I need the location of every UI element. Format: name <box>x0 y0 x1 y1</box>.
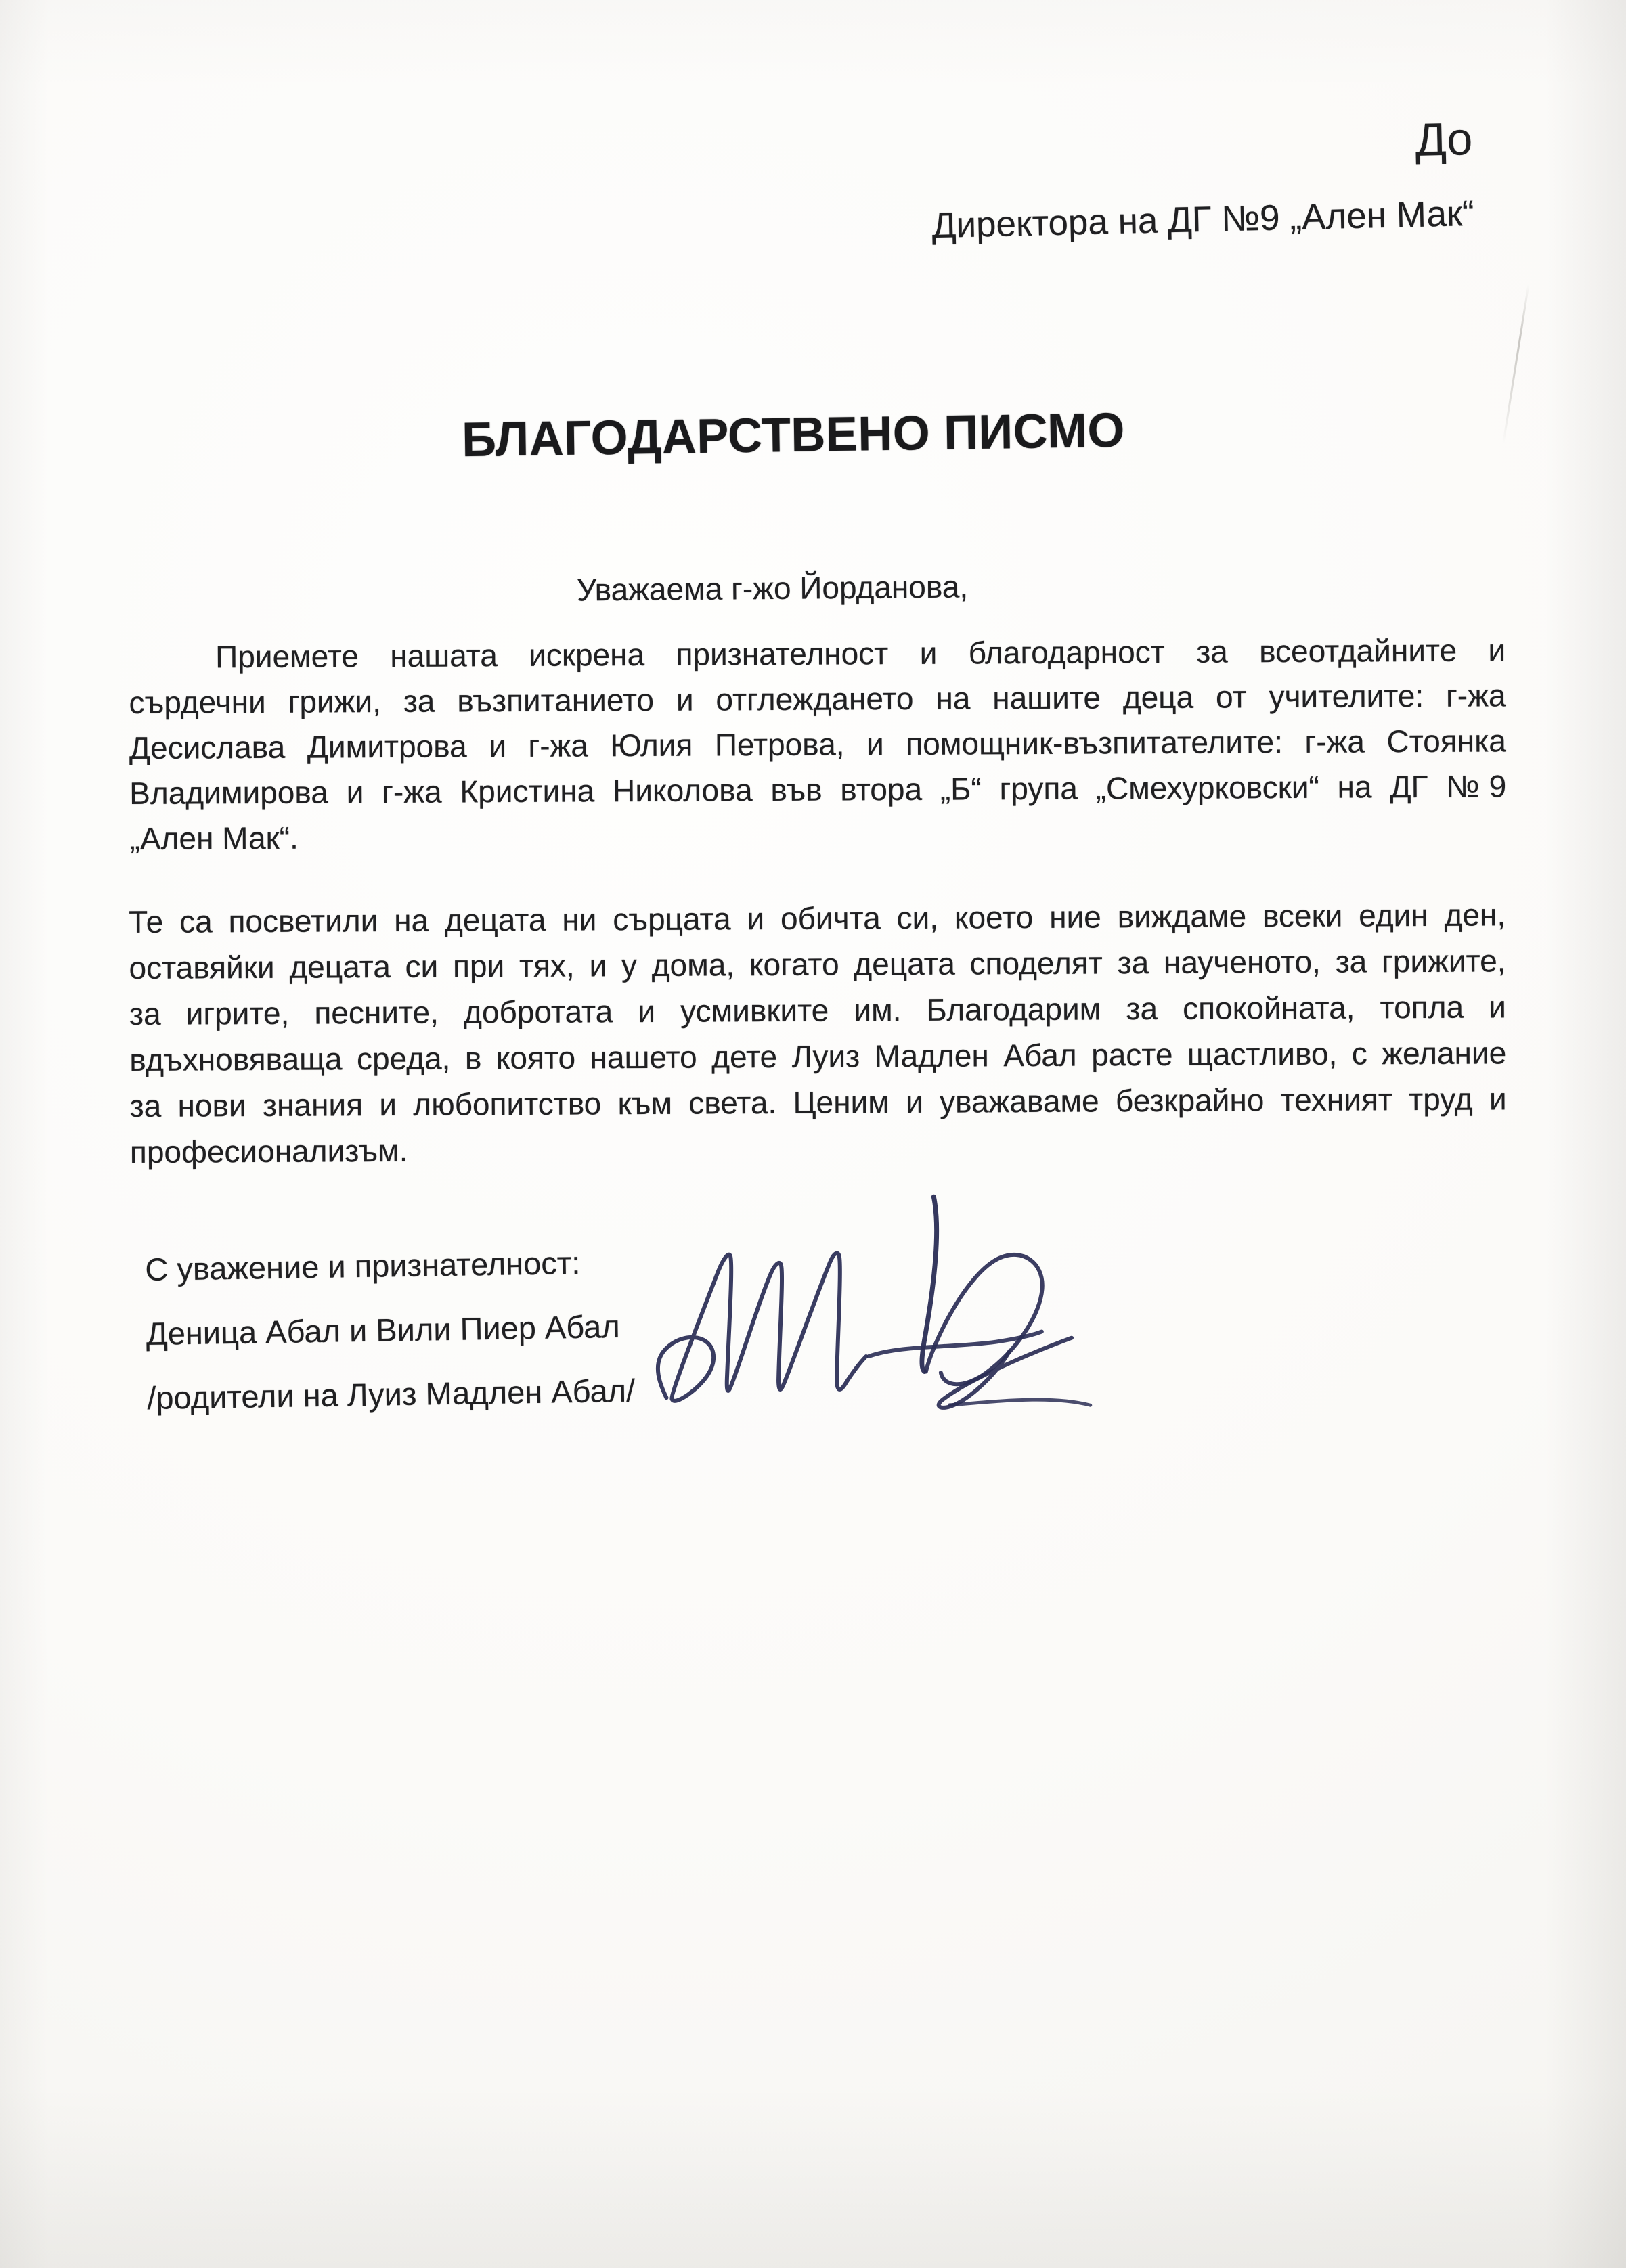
body-line: професионализъм. <box>129 1132 408 1170</box>
body-line: Владимирова и г-жа Кристина Николова във втора „Б“ група „Смехурковски“ на ДГ №9 <box>129 768 1507 811</box>
body-line: вдъхновяваща среда, в която нашето дете Луиз Мадлен Абал расте щастливо, с желание <box>129 1035 1507 1077</box>
body-line: Приемете нашата искрена признателност и благодарност за всеотдайните и <box>215 632 1506 675</box>
closing-regards: С уважение и признателност: <box>144 1244 581 1287</box>
body-line: оставяйки децата си при тях, и у дома, когато децата споделят за наученото, за грижите, <box>129 943 1506 985</box>
recipient-to: До <box>1414 113 1473 166</box>
signature-stroke <box>950 1399 1091 1408</box>
paragraph-2 <box>129 891 1507 1175</box>
handwritten-signature <box>628 1175 1105 1427</box>
signature-stroke <box>938 1338 1073 1408</box>
body-line: сърдечни грижи, за възпитанието и отглеждането на нашите деца от учителите: г-жа <box>129 677 1506 720</box>
recipient-addressee: Директора на ДГ №9 „Ален Мак“ <box>931 193 1475 246</box>
body-line: „Ален Мак“. <box>129 820 299 856</box>
paragraph-1 <box>129 627 1507 862</box>
body-line: Десислава Димитрова и г-жа Юлия Петрова, и помощник-възпитателите: г-жа Стоянка <box>129 723 1506 765</box>
signature-stroke <box>924 1254 1044 1385</box>
signature-stroke <box>656 1252 867 1401</box>
salutation: Уважаема г-жо Йорданова, <box>576 569 969 608</box>
body-line: за игрите, песните, добротата и усмивките им. Благодарим за спокойната, топла и <box>129 989 1506 1031</box>
closing-relation: /родители на Луиз Мадлен Абал/ <box>146 1372 636 1416</box>
body-line: за нови знания и любопитство към света. Ценим и уважаваме безкрайно техният труд и <box>129 1081 1507 1124</box>
body-line: Те са посветили на децата ни сърцата и обичта си, което ние виждаме всеки един ден, <box>129 897 1506 939</box>
letter-title: БЛАГОДАРСТВЕНО ПИСМО <box>461 403 1126 468</box>
recipient-block <box>929 114 1474 246</box>
closing-signatories: Деница Абал и Вили Пиер Абал <box>146 1308 621 1352</box>
closing-block <box>145 1246 636 1446</box>
